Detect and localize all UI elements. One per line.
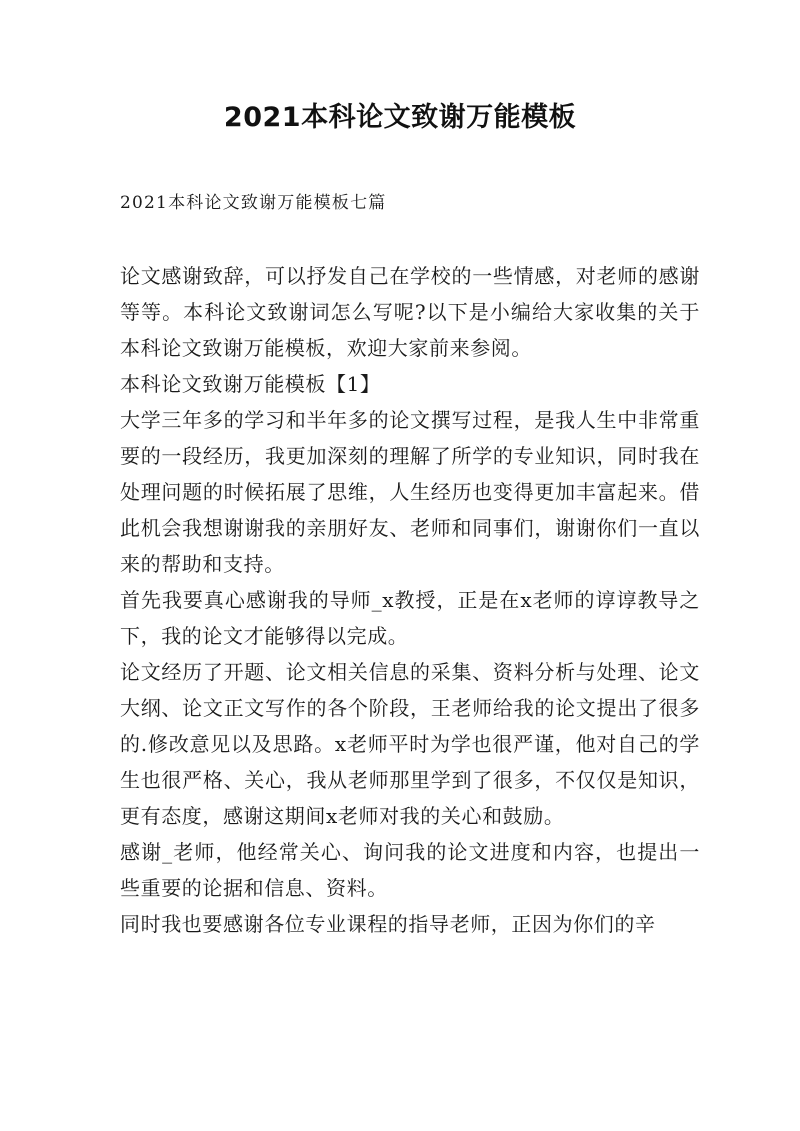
document-title: 2021本科论文致谢万能模板: [223, 102, 577, 133]
body-paragraph: 首先我要真心感谢我的导师_x教授，正是在x老师的谆谆教导之下，我的论文才能够得以完成。: [120, 588, 700, 648]
body-paragraph: 论文经历了开题、论文相关信息的采集、资料分析与处理、论文大纲、论文正文写作的各个阶段，王老师给我的论文提出了很多的.修改意见以及思路。x老师平时为学也很严谨，他对自己的学生也很严格、关心，我从老师那里学到了很多，不仅仅是知识，更有态度，感谢这期间x老师对我的关心和鼓励。: [120, 660, 700, 828]
body-paragraph: 大学三年多的学习和半年多的论文撰写过程，是我人生中非常重要的一段经历，我更加深刻的理解了所学的专业知识，同时我在处理问题的时候拓展了思维，人生经历也变得更加丰富起来。借此机会我想谢谢我的亲朋好友、老师和同事们，谢谢你们一直以来的帮助和支持。: [120, 408, 700, 576]
body-paragraph: 感谢_老师，他经常关心、询问我的论文进度和内容，也提出一些重要的论据和信息、资料。: [120, 840, 700, 900]
body-paragraph: 同时我也要感谢各位专业课程的指导老师，正因为你们的辛: [120, 912, 656, 936]
document-subtitle: 2021本科论文致谢万能模板七篇: [120, 193, 387, 213]
section-heading: 本科论文致谢万能模板【1】: [120, 372, 381, 396]
intro-paragraph: 论文感谢致辞，可以抒发自己在学校的一些情感，对老师的感谢等等。本科论文致谢词怎么写呢?以下是小编给大家收集的关于本科论文致谢万能模板，欢迎大家前来参阅。: [120, 264, 700, 360]
document-body: [120, 258, 700, 942]
